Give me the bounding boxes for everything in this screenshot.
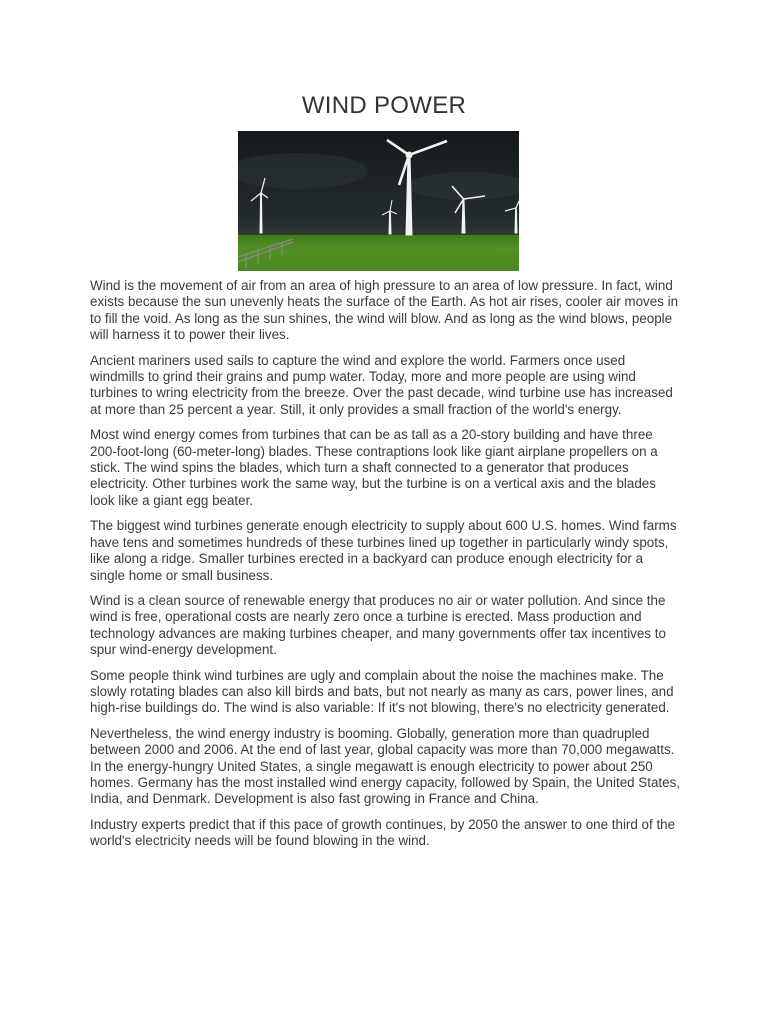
paragraph: Most wind energy comes from turbines that can be as tall as a 20-story building and have three 200-foot-long (60-meter-long) blades. These contraptions look like giant airplane propellers on a stick. The wind spins the blades, which turn a shaft connected to a generator that produces electricity. Other turbines work the same way, but the turbine is on a vertical axis and the blades look like a giant egg beater. <box>90 427 658 508</box>
paragraph: Nevertheless, the wind energy industry is booming. Globally, generation more than quadrupled between 2000 and 2006. At the end of last year, global capacity was more than 70,000 megawatts. In the energy-hungry United States, a single megawatt is enough electricity to power about 250 homes. Germany has the most installed wind energy capacity, followed by Spain, the United States, India, and Denmark. Development is also fast growing in France and China. <box>90 725 680 807</box>
wind-turbines-photo <box>238 131 519 271</box>
paragraph: Wind is a clean source of renewable energy that produces no air or water pollution. And since the wind is free, operational costs are nearly zero once a turbine is erected. Mass production and technology advances are making turbines cheaper, and many governments offer tax incentives to spur wind-energy development. <box>90 592 666 658</box>
paragraph: Some people think wind turbines are ugly and complain about the noise the machines make. The slowly rotating blades can also kill birds and bats, but not nearly as many as cars, power lines, and high-rise buildings do. The wind is also variable: If it's not blowing, there's no electricity generated. <box>90 667 674 716</box>
paragraph: The biggest wind turbines generate enough electricity to supply about 600 U.S. homes. Wind farms have tens and sometimes hundreds of these turbines lined up together in particularly windy spots, like along a ridge. Smaller turbines erected in a backyard can produce enough electricity for a single home or small business. <box>90 518 677 583</box>
paragraph: Industry experts predict that if this pace of growth continues, by 2050 the answer to one third of the world's electricity needs will be found blowing in the wind. <box>90 816 676 849</box>
paragraph: Wind is the movement of air from an area of high pressure to an area of low pressure. In fact, wind exists because the sun unevenly heats the surface of the Earth. As hot air rises, cooler air moves in to fill the void. As long as the sun shines, the wind will blow. And as long as the wind blows, people will harness it to power their lives. <box>90 278 679 343</box>
document-title: WIND POWER <box>301 92 467 119</box>
paragraph: Ancient mariners used sails to capture the wind and explore the world. Farmers once used windmills to grind their grains and pump water. Today, more and more people are using wind turbines to wring electricity from the breeze. Over the past decade, wind turbine use has increased at more than 25 percent a year. Still, it only provides a small fraction of the world's energy. <box>90 352 673 417</box>
article-body <box>90 278 680 859</box>
